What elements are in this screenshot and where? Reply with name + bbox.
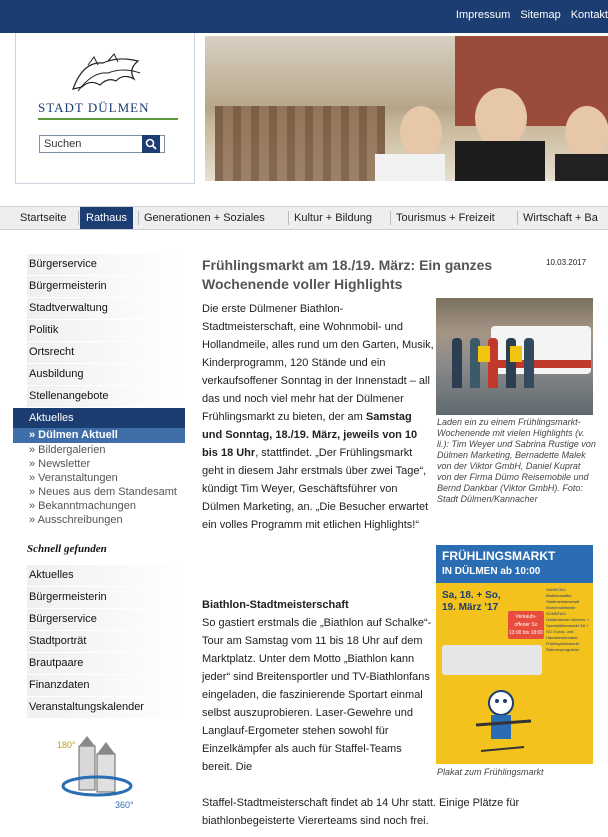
nav-kultur[interactable]: Kultur + Bildung <box>294 212 372 224</box>
360-tour-badge-icon[interactable] <box>57 734 147 814</box>
nav-generationen[interactable]: Generationen + Soziales <box>144 212 265 224</box>
quick-item-brautpaare[interactable]: Brautpaare <box>27 653 185 675</box>
sidebar-sub-newsletter[interactable]: » Newsletter <box>29 458 91 470</box>
search-button[interactable] <box>142 135 160 153</box>
sidebar-sub-duelmen-aktuell[interactable]: » Dülmen Aktuell <box>13 428 185 443</box>
poster-program: SAMSTAG: Biathlonstaffel-Stadtmeisterschaft Wohnmobilmeile SONNTAG: Holländischer Blumen- + Spezialitätenmarkt SA + SO: Kunst- und Handwerkermarkt Frühlingsflohmarkt Rahmenprogramm <box>546 587 590 652</box>
search-input[interactable]: Suchen <box>39 135 165 153</box>
sidebar-sub-veranstaltungen[interactable]: » Veranstaltungen <box>29 472 118 484</box>
nav-tourismus[interactable]: Tourismus + Freizeit <box>396 212 495 224</box>
article-photo[interactable] <box>436 298 593 415</box>
quick-item-buergerservice[interactable]: Bürgerservice <box>27 609 185 631</box>
sidebar-item-buergerservice[interactable]: Bürgerservice <box>27 254 185 276</box>
poster-badge: Verkaufs-offener So 13:00 bis 18:00 <box>508 611 544 639</box>
article-paragraph-1: Die erste Dülmener Biathlon-Stadtmeisterschaft, eine Wohnmobil- und Hollandmeile, alles rund um den Garten, Musik, Kinderprogramm, 120 Stände und ein verkaufsoffener Sonntag in der Innenstadt – all das und noch viel mehr hat der Dülmener Frühlingsmarkt zu bieten, der am Samstag und Sonntag, 18./19. März, jeweils von 10 bis 18 Uhr, stattfindet. „Der Frühlingsmarkt geht in diesem Jahr erstmals über zwei Tage“, kündigt Tim Weyer, Geschäftsführer von Dülmen Marketing, an. „Die Besucher erwartet ein volles Programm mit etlichen Highlights!“ <box>202 303 434 531</box>
poster-caption: Plakat zum Frühlingsmarkt <box>437 767 544 777</box>
svg-text:180°: 180° <box>57 740 76 750</box>
sidebar-sub-ausschreibungen[interactable]: » Ausschreibungen <box>29 514 123 526</box>
logo-text: STADT DÜLMEN <box>38 100 150 115</box>
sidebar-item-aktuelles[interactable]: Aktuelles <box>13 408 185 428</box>
quick-item-finanzdaten[interactable]: Finanzdaten <box>27 675 185 697</box>
sidebar-sub-bekanntmachungen[interactable]: » Bekanntmachungen <box>29 500 137 512</box>
sidebar-item-ortsrecht[interactable]: Ortsrecht <box>27 342 185 364</box>
top-bar <box>0 0 608 33</box>
search-icon <box>145 138 157 150</box>
sidebar-item-ausbildung[interactable]: Ausbildung <box>27 364 185 386</box>
sidebar-item-buergermeisterin[interactable]: Bürgermeisterin <box>27 276 185 298</box>
quick-item-buergermeisterin[interactable]: Bürgermeisterin <box>27 587 185 609</box>
sidebar-item-politik[interactable]: Politik <box>27 320 185 342</box>
sidebar-sub-standesamt[interactable]: » Neues aus dem Standesamt <box>29 486 177 498</box>
svg-text:360°: 360° <box>115 800 134 810</box>
impressum-link[interactable]: Impressum <box>455 9 511 21</box>
poster-date: Sa, 18. + So, 19. März ’17 <box>442 590 501 613</box>
sidebar-item-stellenangebote[interactable]: Stellenangebote <box>27 386 185 408</box>
article-paragraph-3: Staffel-Stadtmeisterschaft findet ab 14 Uhr statt. Einige Plätze für biathlonbegeisterte Viererteams sind noch frei. <box>202 797 520 827</box>
sidebar-item-stadtverwaltung[interactable]: Stadtverwaltung <box>27 298 185 320</box>
horse-logo-icon <box>68 51 148 96</box>
article-subheading: Biathlon-Stadtmeisterschaft <box>202 599 349 611</box>
header-photo <box>205 36 608 181</box>
sitemap-link[interactable]: Sitemap <box>520 9 561 21</box>
photo-caption: Laden ein zu einem Frühlingsmarkt-Wochenende mit vielen Highlights (v. li.): Tim Weyer und Sabrina Rustige von Dülmen Marketing, Bernadette Malek von der Viktor GmbH, Daniel Kuprat von der Firma Dümo Reisemobile und Bernd Dankbar (Viktor GmbH). Foto: Stadt Dülmen/Kannacher <box>437 417 596 504</box>
nav-startseite[interactable]: Startseite <box>20 212 67 224</box>
poster-image[interactable] <box>436 545 593 764</box>
quick-links-heading: Schnell gefunden <box>27 543 107 555</box>
mascot-icon <box>466 685 536 755</box>
sidebar-sub-bildergalerien[interactable]: » Bildergalerien <box>29 444 106 456</box>
quick-item-veranstaltungskalender[interactable]: Veranstaltungskalender <box>27 697 185 719</box>
poster-subtitle: IN DÜLMEN ab 10:00 <box>442 566 541 577</box>
sidebar <box>27 254 185 719</box>
kontakt-link[interactable]: Kontakt <box>570 9 608 21</box>
quick-item-aktuelles[interactable]: Aktuelles <box>27 565 185 587</box>
article-paragraph-2: So gastiert erstmals die „Biathlon auf Schalke“-Tour am Samstag vom 11 bis 18 Uhr auf dem Marktplatz. Unter dem Motto „Biathlon kann jeder“ sind Breitensportler und TV-Biathlonfans eingeladen, die faszinierende Sportart einmal selbst auszuprobieren. Laser-Gewehre und Langlauf-Ergometer stehen sowohl für Einzelkämpfer als auch für Staffel-Teams bereit. Die <box>202 617 432 773</box>
poster-title: FRÜHLINGSMARKT <box>442 549 556 563</box>
nav-rathaus[interactable]: Rathaus <box>80 207 133 229</box>
article-date: 10.03.2017 <box>546 258 587 267</box>
main-nav <box>0 206 608 230</box>
logo-underline <box>38 118 178 120</box>
nav-wirtschaft[interactable]: Wirtschaft + Ba <box>523 212 598 224</box>
article-date-highlight: Samstag und Sonntag, 18./19. März, jeweils von 10 bis 18 Uhr <box>202 411 418 459</box>
top-links <box>456 9 608 21</box>
quick-item-stadtportraet[interactable]: Stadtporträt <box>27 631 185 653</box>
logo-box[interactable] <box>15 33 195 184</box>
article-title: Frühlingsmarkt am 18./19. März: Ein ganzes Wochenende voller Highlights <box>202 257 493 292</box>
